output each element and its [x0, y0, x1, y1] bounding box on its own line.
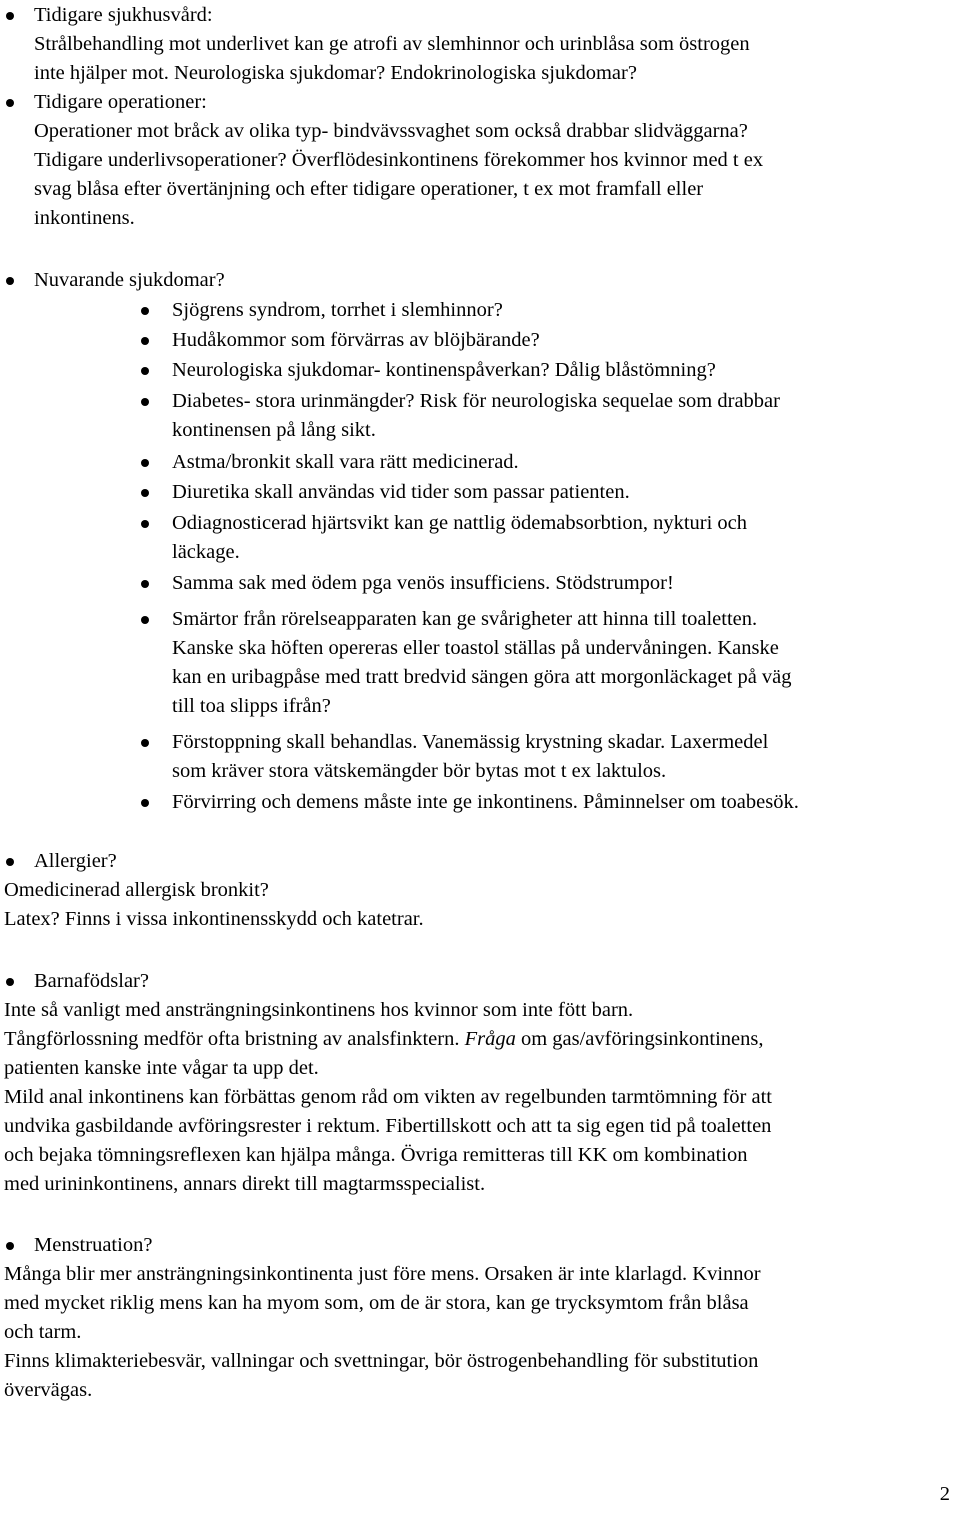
disease-item	[0, 728, 960, 786]
menstruation-line: Många blir mer ansträngningsinkontinenta just före mens. Orsaken är inte klarlagd. Kvinnor	[4, 1263, 761, 1285]
births-line: undvika gasbildande avföringsrester i rektum. Fibertillskott och att ta sig egen tid på toaletten	[4, 1115, 772, 1137]
current-diseases-heading: Nuvarande sjukdomar?	[0, 266, 960, 295]
menstruation-heading: Menstruation?	[0, 1231, 960, 1260]
menstruation-line: Finns klimakteriebesvär, vallningar och svettningar, bör östrogenbehandling för substitution	[4, 1350, 759, 1372]
births-text: om gas/avföringsinkontinens,	[515, 1028, 764, 1050]
disease-item	[0, 569, 960, 598]
operations-section	[0, 88, 960, 233]
births-line: Mild anal inkontinens kan förbättas genom råd om vikten av regelbunden tarmtömning för att	[4, 1086, 772, 1108]
births-line: Inte så vanligt med ansträngningsinkontinens hos kvinnor som inte fött barn.	[4, 999, 634, 1021]
menstruation-line: med mycket riklig mens kan ha myom som, om de är stora, kan ge trycksymtom från blåsa	[4, 1292, 749, 1314]
disease-item-line: till toa slipps ifrån?	[172, 695, 331, 717]
births-line: och bejaka tömningsreflexen kan hjälpa många. Övriga remitteras till KK om kombination	[4, 1144, 748, 1166]
hospital-care-section	[0, 1, 960, 88]
disease-item	[0, 296, 960, 325]
disease-item	[0, 509, 960, 567]
menstruation-section	[0, 1231, 960, 1405]
disease-item-line: Förvirring och demens måste inte ge inkontinens. Påminnelser om toabesök.	[0, 788, 960, 817]
disease-item	[0, 478, 960, 507]
hospital-care-heading: Tidigare sjukhusvård:	[0, 1, 960, 30]
current-diseases-heading-block	[0, 266, 960, 295]
operations-heading: Tidigare operationer:	[0, 88, 960, 117]
disease-item-line: Samma sak med ödem pga venös insufficiens. Stödstrumpor!	[0, 569, 960, 598]
disease-item-line: Diabetes- stora urinmängder? Risk för neurologiska sequelae som drabbar	[0, 387, 960, 416]
births-line: med urininkontinens, annars direkt till magtarmsspecialist.	[4, 1173, 486, 1195]
menstruation-line: övervägas.	[4, 1379, 93, 1401]
hospital-care-line: Strålbehandling mot underlivet kan ge atrofi av slemhinnor och urinblåsa som östrogen	[34, 33, 750, 55]
disease-item	[0, 605, 960, 721]
menstruation-line: och tarm.	[4, 1321, 82, 1343]
allergies-line: Latex? Finns i vissa inkontinensskydd och katetrar.	[4, 908, 424, 930]
disease-item-line: som kräver stora vätskemängder bör bytas mot t ex laktulos.	[172, 760, 667, 782]
disease-item	[0, 356, 960, 385]
disease-item-line: Astma/bronkit skall vara rätt medicinerad.	[0, 448, 960, 477]
disease-item-line: Kanske ska höften opereras eller toastol ställas på undervåningen. Kanske	[172, 637, 779, 659]
births-emphasis: Fråga	[464, 1028, 516, 1050]
disease-item-line: Smärtor från rörelseapparaten kan ge svårigheter att hinna till toaletten.	[0, 605, 960, 634]
hospital-care-line: inte hjälper mot. Neurologiska sjukdomar? Endokrinologiska sjukdomar?	[34, 62, 637, 84]
operations-line: Tidigare underlivsoperationer? Överflödesinkontinens förekommer hos kvinnor med t ex	[34, 149, 764, 171]
disease-item	[0, 448, 960, 477]
births-line	[0, 1025, 960, 1054]
disease-item-line: Hudåkommor som förvärras av blöjbärande?	[0, 326, 960, 355]
disease-item	[0, 387, 960, 445]
births-heading: Barnafödslar?	[0, 967, 960, 996]
disease-item	[0, 326, 960, 355]
operations-line: svag blåsa efter övertänjning och efter tidigare operationer, t ex mot framfall eller	[34, 178, 704, 200]
births-line: patienten kanske inte vågar ta upp det.	[4, 1057, 319, 1079]
disease-item-line: kontinensen på lång sikt.	[172, 419, 376, 441]
operations-line: inkontinens.	[34, 207, 135, 229]
allergies-section	[0, 847, 960, 934]
disease-item-line: Sjögrens syndrom, torrhet i slemhinnor?	[0, 296, 960, 325]
disease-item	[0, 788, 960, 817]
operations-line: Operationer mot bråck av olika typ- bindvävssvaghet som också drabbar slidväggarna?	[34, 120, 748, 142]
allergies-line: Omedicinerad allergisk bronkit?	[4, 879, 269, 901]
disease-item-line: Förstoppning skall behandlas. Vanemässig krystning skadar. Laxermedel	[0, 728, 960, 757]
births-section	[0, 967, 960, 1199]
disease-item-line: läckage.	[172, 541, 240, 563]
disease-item-line: Diuretika skall användas vid tider som passar patienten.	[0, 478, 960, 507]
page-number: 2	[939, 1483, 950, 1505]
allergies-heading: Allergier?	[0, 847, 960, 876]
disease-item-line: kan en uribagpåse med tratt bredvid sängen göra att morgonläckaget på väg	[172, 666, 792, 688]
disease-item-line: Odiagnosticerad hjärtsvikt kan ge nattlig ödemabsorbtion, nykturi och	[0, 509, 960, 538]
births-text: Tångförlossning medför ofta bristning av analsfinktern.	[4, 1028, 465, 1050]
disease-item-line: Neurologiska sjukdomar- kontinenspåverkan? Dålig blåstömning?	[0, 356, 960, 385]
